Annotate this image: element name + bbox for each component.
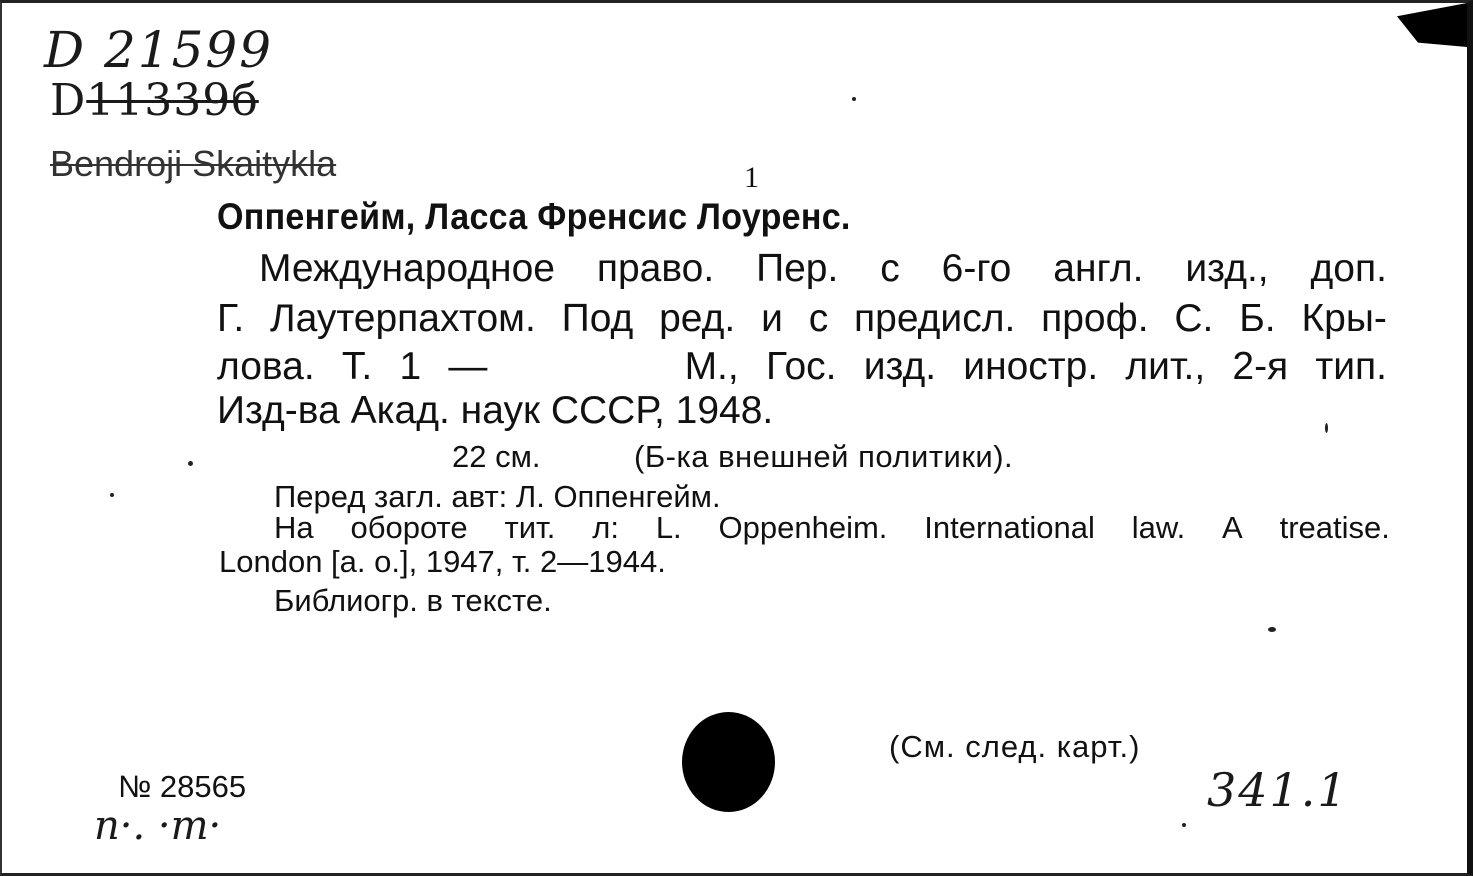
description-word: лова. [217, 345, 315, 388]
description-word: Международное [259, 247, 555, 290]
description-word: Г. [217, 297, 245, 340]
note-word: L. [655, 510, 682, 545]
description-word: с [808, 297, 829, 340]
struck-heading-text: Bendroji Skaitykla [50, 143, 337, 184]
speck [1182, 823, 1186, 827]
description-word: Гос. [765, 345, 837, 388]
call-number-1: D 21599 [44, 21, 274, 79]
description-word: Лаутерпахтом. [270, 297, 536, 340]
note-word: Oppenheim. [718, 510, 888, 545]
description-word: 1 [399, 345, 422, 388]
note-bibliography: Библиогр. в тексте. [274, 583, 552, 618]
description-word: ред. [659, 297, 736, 340]
description-word: англ. [1053, 247, 1144, 290]
call-number-2-prefix: D [50, 75, 87, 126]
description-word: М., [684, 345, 739, 388]
description-word: Кры- [1301, 297, 1387, 340]
description-word: Б. [1239, 297, 1276, 340]
author-heading: Оппенгейм, Ласса Френсис Лоуренс. [217, 196, 851, 237]
series-statement: (Б-ка внешней политики). [634, 439, 1014, 474]
accession-number: № 28565 [118, 769, 247, 804]
see-next-card: (См. след. карт.) [889, 729, 1141, 764]
speck [188, 461, 193, 466]
description-word: изд., [1185, 247, 1269, 290]
description-word: право. [596, 247, 715, 290]
description-word: 6-го [941, 247, 1012, 290]
struck-heading [50, 143, 336, 185]
note-word: обороте [350, 510, 468, 545]
note-before-title: Перед загл. авт: Л. Оппенгейм. [274, 479, 721, 514]
note-verso [274, 510, 1390, 546]
note-word: л: [592, 510, 619, 545]
description-line-4: Изд-ва Акад. наук СССР, 1948. [217, 389, 774, 432]
description-word: Т. [341, 345, 373, 388]
description-word: проф. [1041, 297, 1149, 340]
note-word: тит. [504, 510, 556, 545]
physical-description: 22 см. [452, 439, 541, 474]
note-word: International [924, 510, 1095, 545]
description-word: — [448, 345, 488, 388]
description-line-2 [217, 297, 1387, 341]
description-word: Пер. [756, 247, 839, 290]
description-word: Под [561, 297, 634, 340]
note-word: На [274, 510, 314, 545]
speck [852, 97, 856, 101]
description-word: тип. [1315, 345, 1387, 388]
description-word: иностр. [963, 345, 1099, 388]
description-line-1 [217, 247, 1387, 291]
description-word: доп. [1310, 247, 1387, 290]
description-word: и [761, 297, 783, 340]
description-word: 2-я [1232, 345, 1289, 388]
call-number-2-struck: 11339б [86, 75, 259, 126]
speck [1268, 627, 1276, 632]
description-word: с [880, 247, 900, 290]
speck [110, 493, 114, 497]
handwritten-initials: n·. ·m· [94, 803, 222, 849]
punch-hole [682, 712, 775, 812]
card-number: 1 [744, 161, 759, 194]
note-word: law. [1131, 510, 1186, 545]
description-word: изд. [863, 345, 937, 388]
note-word: A [1222, 510, 1243, 545]
note-verso-continued: London [a. o.], 1947, т. 2—1944. [219, 544, 666, 579]
card-corner-mark [1397, 3, 1467, 47]
description-word: предисл. [854, 297, 1016, 340]
description-word: лит., [1125, 345, 1206, 388]
speck [1325, 423, 1328, 433]
description-line-3 [217, 345, 1387, 389]
note-word: treatise. [1279, 510, 1390, 545]
classification-number: 341.1 [1207, 763, 1349, 817]
description-word: С. [1174, 297, 1214, 340]
call-number-2 [50, 75, 259, 126]
